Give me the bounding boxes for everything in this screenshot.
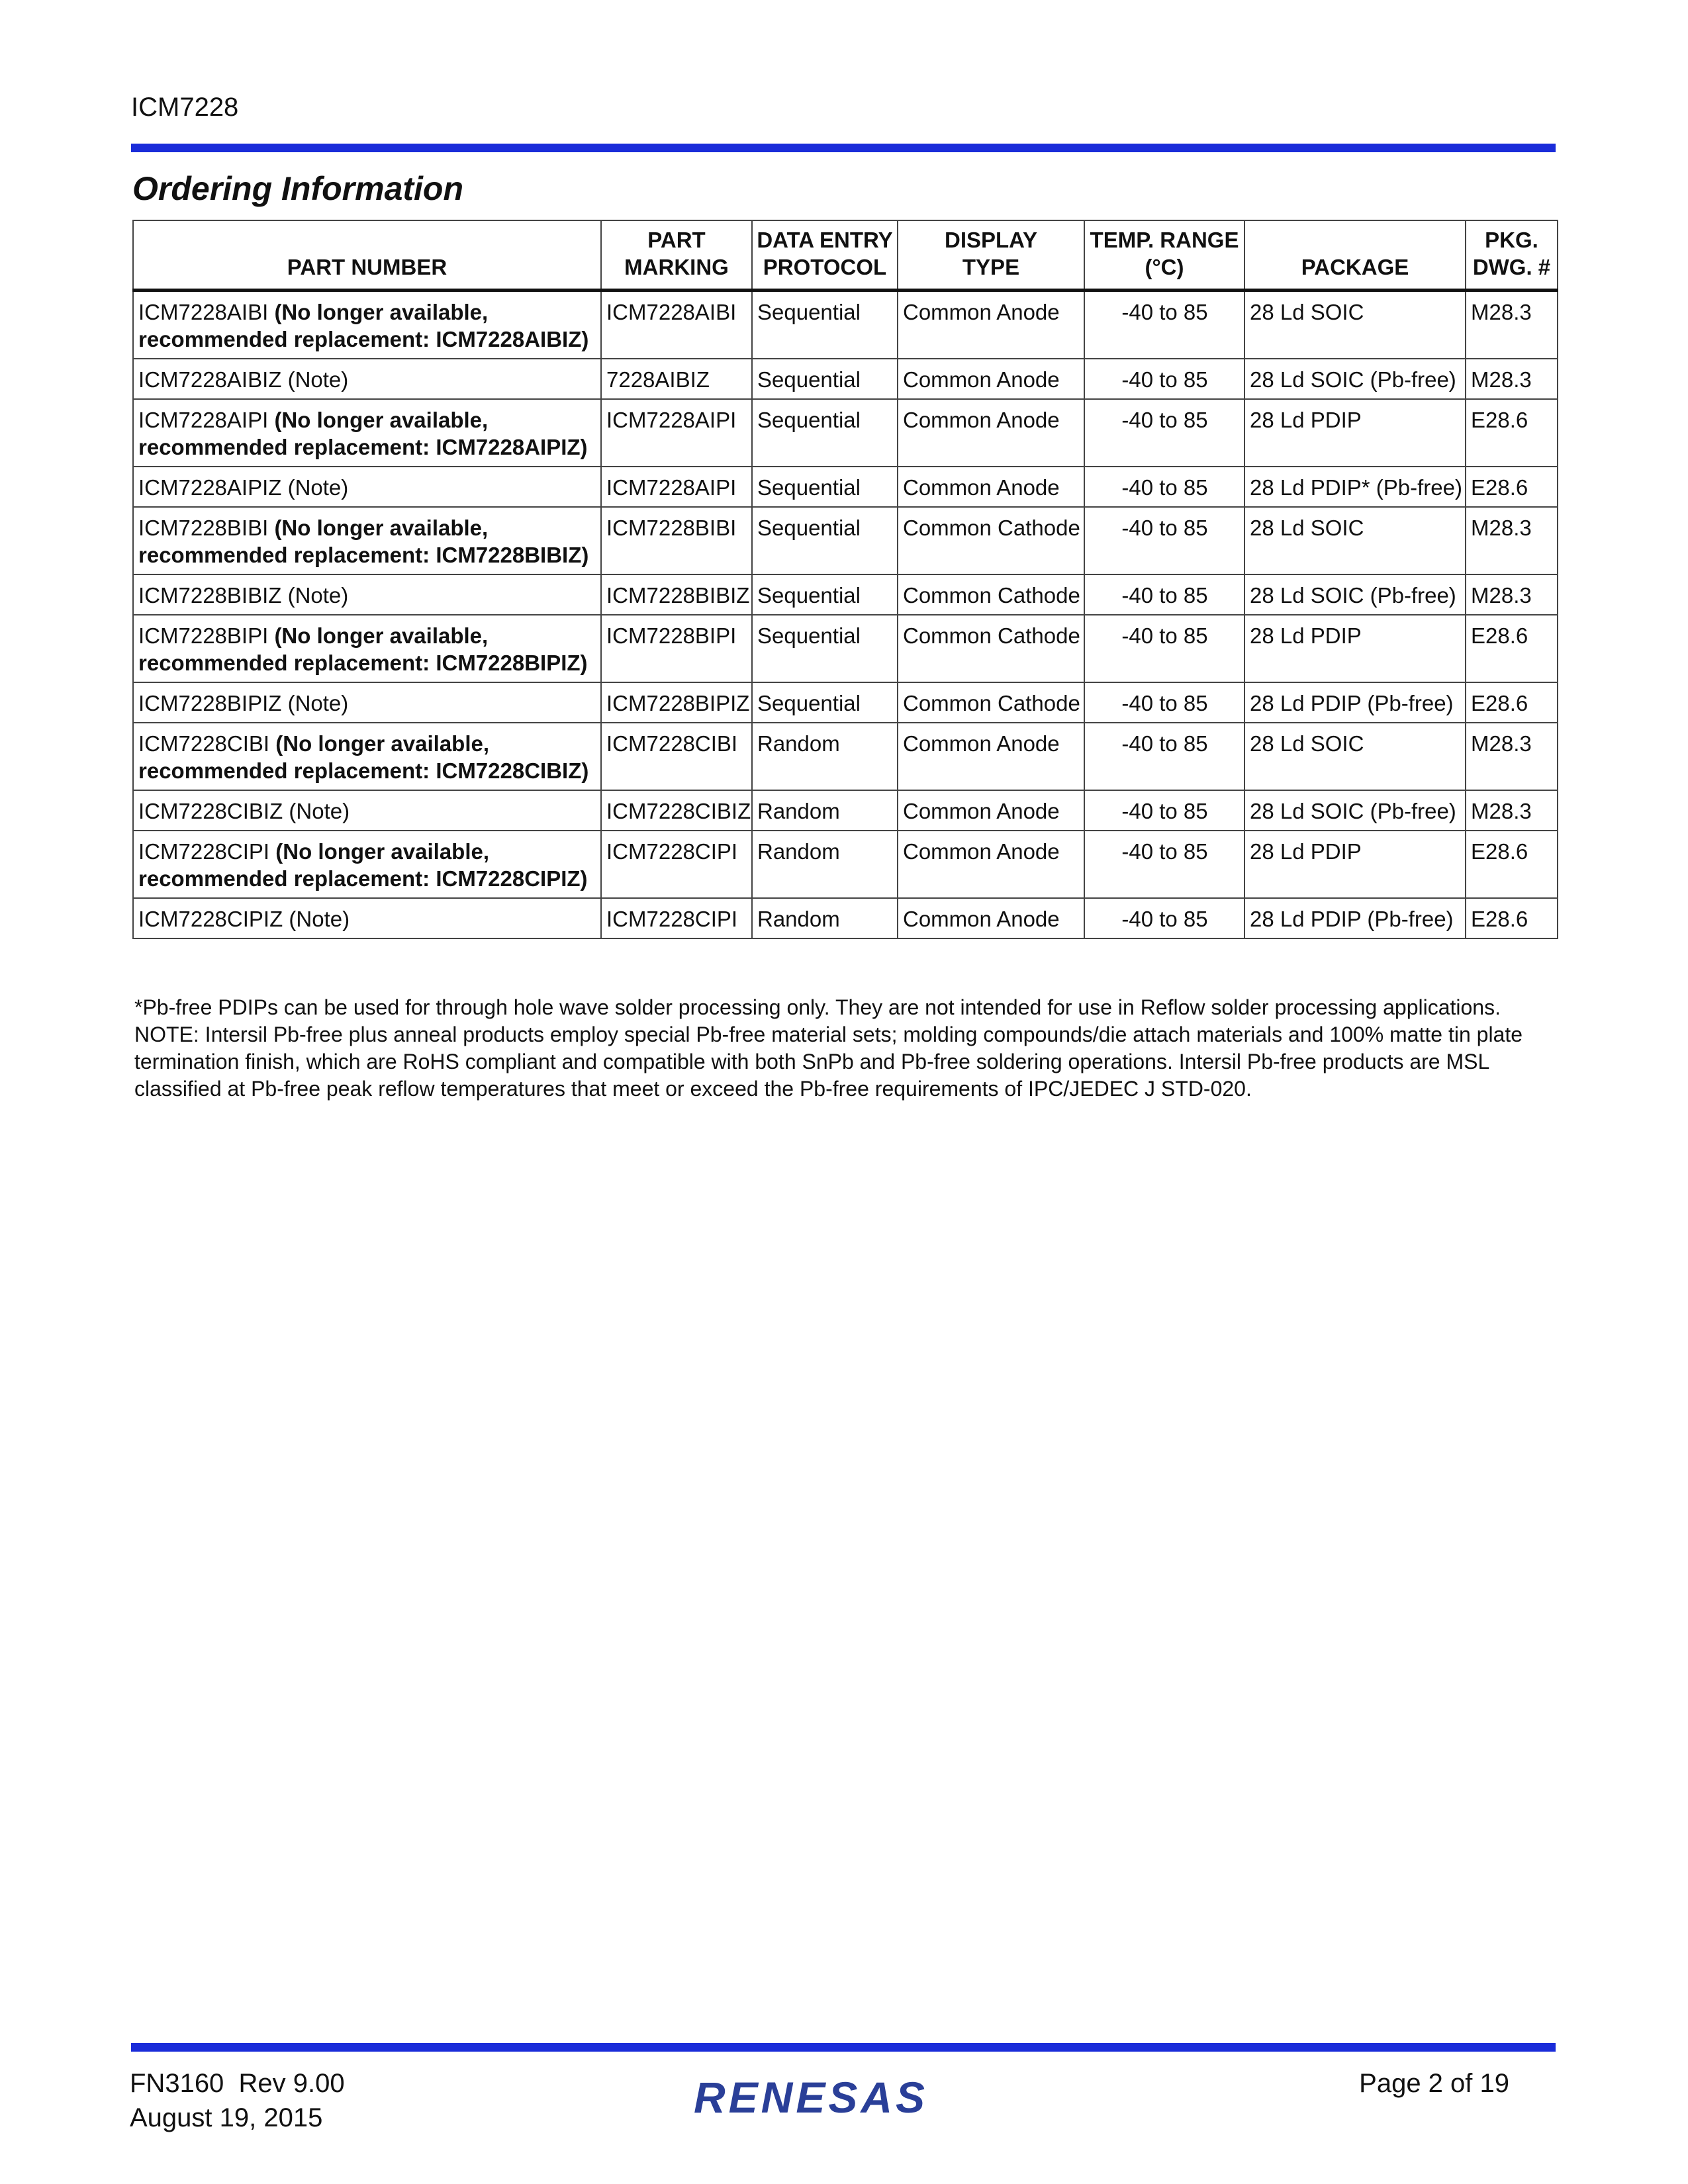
- table-header-row: [133, 220, 1558, 291]
- table-cell-dwg: E28.6: [1466, 898, 1558, 938]
- replacement-note-line: recommended replacement: ICM7228CIPIZ): [138, 866, 588, 891]
- table-cell-part: [133, 831, 601, 898]
- section-title: Ordering Information: [132, 170, 463, 207]
- replacement-note-line: (No longer available,: [275, 839, 490, 864]
- table-cell-display: Common Anode: [898, 831, 1084, 898]
- table-cell-temp: -40 to 85: [1084, 291, 1244, 359]
- table-cell-part: [133, 399, 601, 467]
- table-cell-dwg: M28.3: [1466, 790, 1558, 831]
- table-cell-protocol: Random: [752, 831, 898, 898]
- table-cell-package: 28 Ld PDIP: [1244, 615, 1466, 682]
- table-cell-temp: -40 to 85: [1084, 399, 1244, 467]
- document-header: ICM7228: [131, 93, 239, 122]
- doc-date: August 19, 2015: [130, 2103, 323, 2132]
- table-cell-protocol: Sequential: [752, 467, 898, 507]
- table-cell-part: [133, 467, 601, 507]
- pbfree-note: NOTE: Intersil Pb-free plus anneal products employ special Pb-free material sets; molding compounds/die attach materials and 100% matte tin plate termination finish, which are RoHS compliant and compatible with both SnPb and Pb-free soldering operations. Intersil Pb-free products are MSL classified at Pb-free peak reflow temperatures that meet or exceed the Pb-free requirements of IPC/JEDEC J STD-020.: [134, 1023, 1523, 1101]
- table-cell-temp: -40 to 85: [1084, 574, 1244, 615]
- table-cell-package: 28 Ld PDIP (Pb-free): [1244, 682, 1466, 723]
- replacement-note-line: recommended replacement: ICM7228BIBIZ): [138, 543, 589, 567]
- table-row: [133, 615, 1558, 682]
- table-cell-display: Common Anode: [898, 790, 1084, 831]
- table-cell-marking: 7228AIBIZ: [601, 359, 752, 399]
- ordering-table: [132, 220, 1558, 939]
- table-cell-part: [133, 723, 601, 790]
- table-cell-part: [133, 574, 601, 615]
- part-number: ICM7228BIBI: [138, 516, 269, 540]
- table-cell-temp: -40 to 85: [1084, 790, 1244, 831]
- renesas-logo: [688, 2071, 966, 2124]
- table-cell-marking: ICM7228BIPI: [601, 615, 752, 682]
- table-cell-temp: -40 to 85: [1084, 723, 1244, 790]
- footer-rule: [131, 2043, 1556, 2052]
- table-cell-marking: ICM7228AIPI: [601, 399, 752, 467]
- table-cell-part: [133, 790, 601, 831]
- table-row: [133, 831, 1558, 898]
- part-number: ICM7228BIPI: [138, 623, 269, 648]
- part-number: ICM7228AIBI: [138, 300, 269, 324]
- replacement-note-line: recommended replacement: ICM7228AIBIZ): [138, 327, 589, 351]
- table-cell-package: 28 Ld PDIP (Pb-free): [1244, 898, 1466, 938]
- table-row: [133, 507, 1558, 574]
- table-cell-display: Common Anode: [898, 359, 1084, 399]
- replacement-note-line: (No longer available,: [275, 731, 490, 756]
- table-cell-part: [133, 898, 601, 938]
- table-body: [133, 291, 1558, 939]
- part-number: ICM7228CIPIZ (Note): [138, 907, 350, 931]
- replacement-note-line: (No longer available,: [274, 300, 489, 324]
- table-row: [133, 291, 1558, 359]
- table-row: [133, 574, 1558, 615]
- part-number: ICM7228AIPI: [138, 408, 269, 432]
- table-cell-display: Common Cathode: [898, 507, 1084, 574]
- page-number: Page 2 of 19: [1359, 2069, 1509, 2098]
- table-cell-marking: ICM7228BIBI: [601, 507, 752, 574]
- table-cell-dwg: E28.6: [1466, 615, 1558, 682]
- replacement-note-line: (No longer available,: [274, 408, 489, 432]
- table-row: [133, 399, 1558, 467]
- table-cell-protocol: Sequential: [752, 359, 898, 399]
- table-cell-display: Common Anode: [898, 291, 1084, 359]
- table-cell-package: 28 Ld SOIC: [1244, 507, 1466, 574]
- table-cell-package: 28 Ld SOIC: [1244, 291, 1466, 359]
- replacement-note-line: (No longer available,: [274, 623, 489, 648]
- table-cell-marking: ICM7228CIBIZ: [601, 790, 752, 831]
- replacement-note-line: recommended replacement: ICM7228BIPIZ): [138, 651, 588, 675]
- table-cell-part: [133, 291, 601, 359]
- part-number: ICM7228CIPI: [138, 839, 270, 864]
- table-row: [133, 359, 1558, 399]
- table-cell-marking: ICM7228AIBI: [601, 291, 752, 359]
- table-cell-temp: -40 to 85: [1084, 682, 1244, 723]
- table-cell-temp: -40 to 85: [1084, 359, 1244, 399]
- part-number: ICM7228BIBIZ (Note): [138, 583, 349, 608]
- table-cell-protocol: Sequential: [752, 399, 898, 467]
- replacement-note-line: recommended replacement: ICM7228CIBIZ): [138, 758, 589, 783]
- table-cell-display: Common Cathode: [898, 682, 1084, 723]
- column-header: PACKAGE: [1244, 220, 1466, 291]
- table-cell-marking: ICM7228AIPI: [601, 467, 752, 507]
- logo-text: RENESAS: [694, 2073, 929, 2122]
- table-cell-package: 28 Ld PDIP: [1244, 399, 1466, 467]
- table-cell-dwg: M28.3: [1466, 723, 1558, 790]
- table-row: [133, 467, 1558, 507]
- table-cell-part: [133, 507, 601, 574]
- table-cell-dwg: M28.3: [1466, 359, 1558, 399]
- table-cell-protocol: Sequential: [752, 291, 898, 359]
- table-cell-package: 28 Ld SOIC (Pb-free): [1244, 574, 1466, 615]
- table-row: [133, 898, 1558, 938]
- table-cell-marking: ICM7228CIBI: [601, 723, 752, 790]
- table-cell-temp: -40 to 85: [1084, 467, 1244, 507]
- table-cell-protocol: Random: [752, 898, 898, 938]
- table-cell-part: [133, 615, 601, 682]
- table-cell-temp: -40 to 85: [1084, 831, 1244, 898]
- table-cell-marking: ICM7228BIBIZ: [601, 574, 752, 615]
- table-row: [133, 790, 1558, 831]
- replacement-note-line: (No longer available,: [274, 516, 489, 540]
- column-header: TEMP. RANGE (°C): [1084, 220, 1244, 291]
- part-number: ICM7228CIBI: [138, 731, 270, 756]
- column-header: DISPLAY TYPE: [898, 220, 1084, 291]
- table-cell-display: Common Anode: [898, 467, 1084, 507]
- table-cell-display: Common Cathode: [898, 615, 1084, 682]
- table-cell-dwg: E28.6: [1466, 831, 1558, 898]
- pdip-footnote: *Pb-free PDIPs can be used for through hole wave solder processing only. They are not intended for use in Reflow solder processing applications.: [134, 995, 1501, 1019]
- part-number: ICM7228BIPIZ (Note): [138, 691, 349, 715]
- table-cell-protocol: Sequential: [752, 507, 898, 574]
- table-cell-temp: -40 to 85: [1084, 507, 1244, 574]
- table-cell-marking: ICM7228BIPIZ: [601, 682, 752, 723]
- table-cell-protocol: Random: [752, 790, 898, 831]
- header-rule: [131, 144, 1556, 152]
- table-row: [133, 682, 1558, 723]
- column-header: PKG. DWG. #: [1466, 220, 1558, 291]
- table-cell-dwg: M28.3: [1466, 291, 1558, 359]
- table-cell-temp: -40 to 85: [1084, 615, 1244, 682]
- table-cell-display: Common Anode: [898, 723, 1084, 790]
- footnotes: [134, 994, 1564, 1103]
- part-number: ICM7228CIBIZ (Note): [138, 799, 350, 823]
- table-cell-display: Common Anode: [898, 898, 1084, 938]
- doc-number: FN3160 Rev 9.00: [130, 2069, 345, 2098]
- table-cell-display: Common Anode: [898, 399, 1084, 467]
- table-row: [133, 723, 1558, 790]
- table-cell-package: 28 Ld SOIC: [1244, 723, 1466, 790]
- table-cell-marking: ICM7228CIPI: [601, 898, 752, 938]
- table-cell-dwg: M28.3: [1466, 507, 1558, 574]
- table-cell-package: 28 Ld PDIP: [1244, 831, 1466, 898]
- footer-left: [130, 2066, 345, 2135]
- column-header: PART MARKING: [601, 220, 752, 291]
- table-cell-protocol: Sequential: [752, 574, 898, 615]
- table-cell-part: [133, 359, 601, 399]
- table-cell-dwg: E28.6: [1466, 467, 1558, 507]
- table-cell-package: 28 Ld SOIC (Pb-free): [1244, 790, 1466, 831]
- part-number: ICM7228AIBIZ (Note): [138, 367, 349, 392]
- table-cell-package: 28 Ld PDIP* (Pb-free): [1244, 467, 1466, 507]
- table-cell-protocol: Sequential: [752, 682, 898, 723]
- table-cell-dwg: M28.3: [1466, 574, 1558, 615]
- table-cell-protocol: Random: [752, 723, 898, 790]
- table-cell-dwg: E28.6: [1466, 399, 1558, 467]
- table-cell-package: 28 Ld SOIC (Pb-free): [1244, 359, 1466, 399]
- part-number: ICM7228AIPIZ (Note): [138, 475, 349, 500]
- table-cell-temp: -40 to 85: [1084, 898, 1244, 938]
- column-header: PART NUMBER: [133, 220, 601, 291]
- column-header: DATA ENTRY PROTOCOL: [752, 220, 898, 291]
- table-cell-display: Common Cathode: [898, 574, 1084, 615]
- table-cell-protocol: Sequential: [752, 615, 898, 682]
- table-cell-marking: ICM7228CIPI: [601, 831, 752, 898]
- table-cell-dwg: E28.6: [1466, 682, 1558, 723]
- replacement-note-line: recommended replacement: ICM7228AIPIZ): [138, 435, 588, 459]
- table-cell-part: [133, 682, 601, 723]
